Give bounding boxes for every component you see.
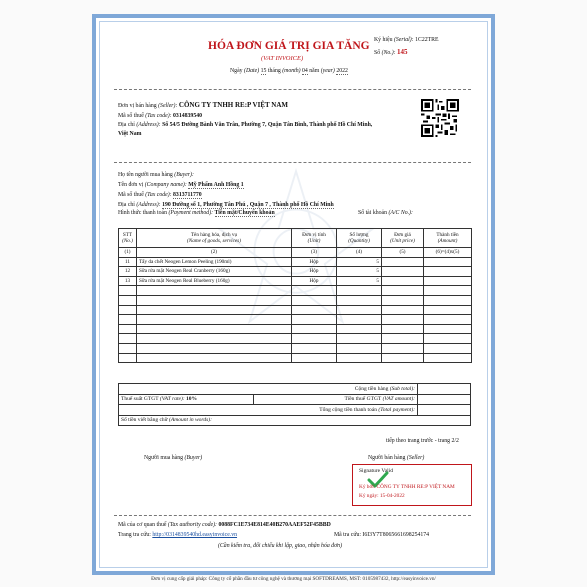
row-unit: Hộp bbox=[292, 276, 337, 286]
empty-cell bbox=[137, 353, 292, 363]
date-year: 2022 bbox=[336, 68, 348, 74]
empty-table-row bbox=[119, 286, 472, 296]
empty-cell bbox=[119, 334, 137, 344]
total-row: Tổng cộng tiền thanh toán (Total payment): bbox=[119, 405, 471, 416]
row-unit: Hộp bbox=[292, 257, 337, 267]
empty-cell bbox=[137, 295, 292, 305]
empty-cell bbox=[424, 305, 472, 315]
seller-signature-label: Người bán hàng (Seller) bbox=[368, 455, 425, 461]
subtotal-row: Cộng tiền hàng (Sub total): bbox=[119, 384, 471, 395]
empty-cell bbox=[119, 286, 137, 296]
seller-name: CÔNG TY TNHH RE:P VIỆT NAM bbox=[178, 101, 288, 109]
empty-cell bbox=[382, 315, 424, 325]
empty-cell bbox=[337, 315, 382, 325]
table-row bbox=[119, 276, 472, 286]
digital-signature-box bbox=[352, 464, 472, 506]
row-price bbox=[382, 276, 424, 286]
row-unit: Hộp bbox=[292, 267, 337, 277]
row-qty: 5 bbox=[337, 257, 382, 267]
account-line: Số tài khoản (A/C No.): bbox=[358, 210, 413, 216]
empty-cell bbox=[337, 286, 382, 296]
empty-cell bbox=[424, 286, 472, 296]
buyer-name-line: Họ tên người mua hàng (Buyer): bbox=[118, 172, 194, 178]
check-note: (Cần kiểm tra, đối chiếu khi lập, giao, nhận hóa đơn) bbox=[218, 543, 343, 549]
empty-cell bbox=[424, 295, 472, 305]
buyer-address: 190 Đường số 1, Phường Tân Phú , Quận 7 , Thành phố Hồ Chí Minh bbox=[162, 202, 334, 208]
empty-cell bbox=[337, 295, 382, 305]
summary-table bbox=[118, 383, 471, 426]
empty-cell bbox=[292, 315, 337, 325]
empty-table-row bbox=[119, 334, 472, 344]
divider bbox=[114, 515, 471, 516]
empty-table-row bbox=[119, 324, 472, 334]
row-amount bbox=[424, 276, 472, 286]
items-table bbox=[118, 228, 472, 363]
row-name: Sữa rửa mặt Neogen Real Blueberry (160g) bbox=[137, 276, 292, 286]
empty-cell bbox=[137, 324, 292, 334]
empty-cell bbox=[337, 353, 382, 363]
empty-cell bbox=[382, 324, 424, 334]
lookup-site-line: Trang tra cứu: http://0314839540hd.easyinvoice.vn bbox=[118, 532, 238, 538]
date-line: Ngày (Date) 15 tháng (month) 04 năm (year) 2022 bbox=[230, 68, 348, 74]
seller-address-line: Địa chỉ (Address): Số 54/5 Đường Bành Văn Trân, Phường 7, Quận Tân Bình, Thành phố Hồ Chí Minh, bbox=[118, 122, 373, 128]
total-value bbox=[418, 405, 471, 416]
empty-cell bbox=[137, 334, 292, 344]
seller-tax-line: Mã số thuế (Tax code): 0314839540 bbox=[118, 113, 203, 119]
lookup-code: I6I3Y7T8065661698254174 bbox=[362, 532, 430, 538]
empty-cell bbox=[137, 305, 292, 315]
header-price: Đơn giá (Unit price) bbox=[382, 229, 424, 248]
divider bbox=[114, 89, 471, 90]
table-header-row bbox=[119, 229, 472, 248]
row-qty: 5 bbox=[337, 267, 382, 277]
empty-cell bbox=[137, 286, 292, 296]
subtotal-value bbox=[418, 384, 471, 395]
empty-cell bbox=[337, 334, 382, 344]
row-price bbox=[382, 267, 424, 277]
empty-cell bbox=[119, 305, 137, 315]
empty-cell bbox=[119, 295, 137, 305]
signature-valid-text: Signature Valid bbox=[359, 468, 393, 474]
invoice-number: 145 bbox=[397, 48, 408, 56]
row-no: 11 bbox=[119, 257, 137, 267]
header-amount: Thành tiền (Amount) bbox=[424, 229, 472, 248]
date-month: 04 bbox=[302, 68, 308, 74]
row-qty: 5 bbox=[337, 276, 382, 286]
empty-cell bbox=[292, 295, 337, 305]
authority-code-line: Mã của cơ quan thuế (Tax authority code): 0088FC1E734E814E40B270AAEF52F45BBD bbox=[118, 522, 331, 528]
row-amount bbox=[424, 257, 472, 267]
divider bbox=[114, 162, 471, 163]
empty-cell bbox=[424, 334, 472, 344]
empty-cell bbox=[292, 324, 337, 334]
vat-rate: 10% bbox=[186, 396, 198, 403]
payment-line: Hình thức thanh toán (Payment method): Tiền mặt/Chuyển khoản bbox=[118, 210, 275, 216]
empty-cell bbox=[119, 324, 137, 334]
payment-method: Tiền mặt/Chuyển khoản bbox=[214, 210, 275, 216]
empty-table-row bbox=[119, 295, 472, 305]
vat-row: Thuế suất GTGT (VAT rate): 10% Tiền thuế GTGT (VAT amount): bbox=[119, 394, 471, 405]
buyer-company: Mỹ Phẩm Anh Hồng 1 bbox=[188, 182, 244, 188]
empty-cell bbox=[292, 286, 337, 296]
empty-table-row bbox=[119, 343, 472, 353]
lookup-code-line: Mã tra cứu: I6I3Y7T8065661698254174 bbox=[334, 532, 430, 538]
row-price bbox=[382, 257, 424, 267]
header-qty: Số lượng (Quantity) bbox=[337, 229, 382, 248]
empty-cell bbox=[424, 353, 472, 363]
serial-value: 1C22TRE bbox=[415, 37, 439, 43]
empty-cell bbox=[137, 343, 292, 353]
empty-cell bbox=[119, 353, 137, 363]
invoice-frame bbox=[92, 14, 495, 575]
empty-cell bbox=[424, 343, 472, 353]
empty-table-row bbox=[119, 305, 472, 315]
lookup-site-link[interactable]: http://0314839540hd.easyinvoice.vn bbox=[152, 532, 238, 538]
empty-cell bbox=[382, 334, 424, 344]
empty-cell bbox=[337, 324, 382, 334]
header-no: STT (No.) bbox=[119, 229, 137, 248]
empty-cell bbox=[119, 343, 137, 353]
signed-by-line: Ký bởi: CÔNG TY TNHH RE:P VIỆT NAM bbox=[359, 484, 455, 490]
table-row bbox=[119, 267, 472, 277]
words-row: Số tiền viết bằng chữ (Amount in words): bbox=[119, 415, 471, 426]
row-name: Tẩy da chết Neogen Lemon Peeling (190ml) bbox=[137, 257, 292, 267]
row-amount bbox=[424, 267, 472, 277]
date-day: 15 bbox=[260, 68, 267, 74]
empty-cell bbox=[337, 305, 382, 315]
seller-name-line: Đơn vị bán hàng (Seller): CÔNG TY TNHH RE:P VIỆT NAM bbox=[118, 101, 288, 109]
empty-cell bbox=[292, 353, 337, 363]
row-no: 12 bbox=[119, 267, 137, 277]
buyer-tax: 8313711770 bbox=[173, 192, 202, 198]
invoice-subtitle: (VAT INVOICE) bbox=[261, 55, 304, 62]
signed-by: CÔNG TY TNHH RE:P VIỆT NAM bbox=[376, 484, 455, 490]
empty-cell bbox=[382, 353, 424, 363]
seller-address-2: Việt Nam bbox=[118, 131, 142, 137]
empty-cell bbox=[382, 343, 424, 353]
invoice-title: HÓA ĐƠN GIÁ TRỊ GIA TĂNG bbox=[208, 40, 370, 52]
empty-cell bbox=[292, 343, 337, 353]
empty-table-row bbox=[119, 315, 472, 325]
table-row bbox=[119, 257, 472, 267]
empty-cell bbox=[337, 343, 382, 353]
buyer-company-line: Tên đơn vị (Company name): Mỹ Phẩm Anh Hồng 1 bbox=[118, 182, 244, 188]
vat-amount-value bbox=[418, 394, 471, 405]
row-no: 13 bbox=[119, 276, 137, 286]
seller-address: Số 54/5 Đường Bành Văn Trân, Phường 7, Quận Tân Bình, Thành phố Hồ Chí Minh, bbox=[162, 122, 373, 128]
seller-tax: 0314839540 bbox=[173, 113, 203, 119]
serial-line: Ký hiệu (Serial): 1C22TRE bbox=[374, 37, 439, 43]
empty-cell bbox=[424, 324, 472, 334]
empty-cell bbox=[292, 334, 337, 344]
empty-cell bbox=[424, 315, 472, 325]
table-index-row: (1) (2) (3) (4) (5) (6)=(4)x(5) bbox=[119, 248, 472, 258]
buyer-signature-label: Người mua hàng (Buyer) bbox=[144, 455, 203, 461]
continuation-note: tiếp theo trang trước - trang 2/2 bbox=[386, 438, 459, 444]
header-unit: Đơn vị tính (Unit) bbox=[292, 229, 337, 248]
empty-table-row bbox=[119, 353, 472, 363]
empty-cell bbox=[382, 286, 424, 296]
qr-code-icon bbox=[421, 99, 459, 137]
row-name: Sữa rửa mặt Neogen Real Cranberry (160g) bbox=[137, 267, 292, 277]
empty-cell bbox=[119, 315, 137, 325]
provider-footer: Đơn vị cung cấp giải pháp: Công ty cổ phần đầu tư công nghệ và thương mại SOFTDREAMS, MST: 0105987432, http://easyinvoice.vn/ bbox=[151, 576, 436, 582]
number-line: Số (No.): 145 bbox=[374, 48, 408, 56]
signed-date: 15-04-2022 bbox=[379, 493, 405, 499]
authority-code: 0088FC1E734E814E40B270AAEF52F45BBD bbox=[218, 522, 331, 528]
buyer-address-line: Địa chỉ (Address): 190 Đường số 1, Phường Tân Phú , Quận 7 , Thành phố Hồ Chí Minh bbox=[118, 202, 334, 208]
empty-cell bbox=[292, 305, 337, 315]
empty-cell bbox=[382, 305, 424, 315]
signed-date-line: Ký ngày: 15-04-2022 bbox=[359, 493, 405, 499]
empty-cell bbox=[382, 295, 424, 305]
header-name: Tên hàng hóa, dịch vụ (Name of goods, services) bbox=[137, 229, 292, 248]
buyer-tax-line: Mã số thuế (Tax code): 8313711770 bbox=[118, 192, 202, 198]
empty-cell bbox=[137, 315, 292, 325]
